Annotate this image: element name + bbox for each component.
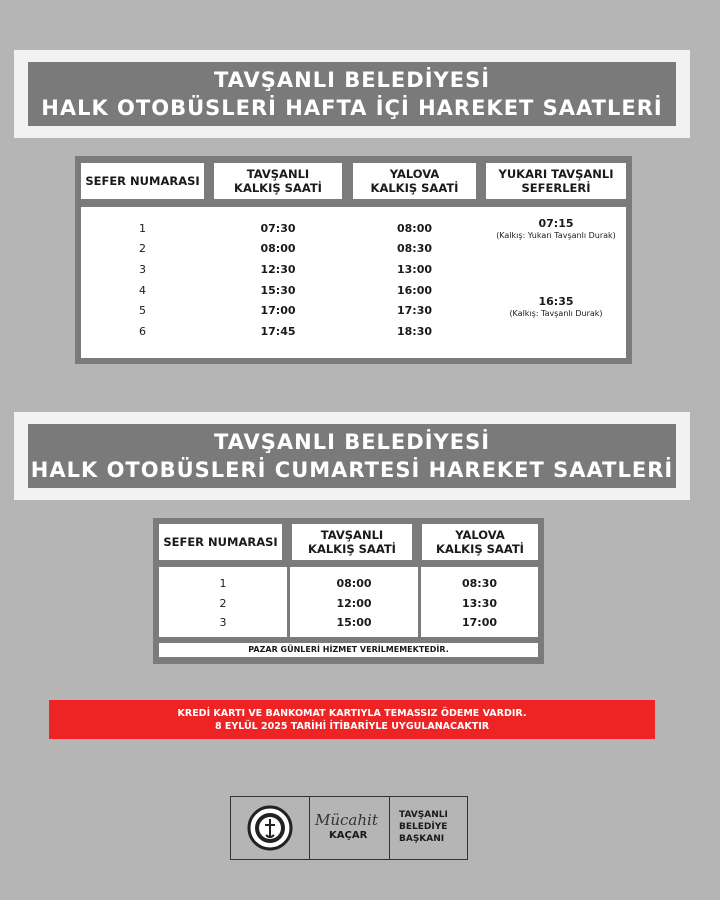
weekday-title-line2: HALK OTOBÜSLERİ HAFTA İÇİ HAREKET SAATLERİ: [41, 96, 663, 120]
tavsanli-time: 17:00: [260, 304, 296, 317]
mayor-surname: KAÇAR: [329, 830, 368, 841]
tavsanli-time: 17:45: [260, 325, 296, 338]
saturday-header-yalova: YALOVA KALKIŞ SAATİ: [422, 524, 538, 560]
sefer-number: 6: [139, 325, 146, 338]
yukari-time-1: 07:15: [538, 217, 574, 230]
signature-divider: [389, 797, 390, 859]
yalova-time: 16:00: [396, 284, 432, 297]
tavsanli-time: 15:00: [336, 616, 372, 629]
yalova-time: 08:30: [396, 242, 432, 255]
signature-divider: [309, 797, 310, 859]
payment-notice-banner: [49, 700, 655, 739]
saturday-title-line1: TAVŞANLI BELEDİYESİ: [213, 430, 491, 454]
mayor-title: [399, 809, 448, 845]
weekday-schedule-table: [75, 156, 632, 364]
tavsanli-time: 07:30: [260, 222, 296, 235]
sefer-number: 5: [139, 304, 146, 317]
yalova-time: 13:30: [461, 597, 497, 610]
mayor-title-line: BELEDİYE: [399, 822, 448, 832]
payment-notice-line1: KREDİ KARTI VE BANKOMAT KARTIYLA TEMASSIZ ÖDEME VARDIR.: [177, 707, 527, 719]
mayor-title-line: TAVŞANLI: [399, 810, 448, 820]
tavsanli-time: 12:00: [336, 597, 372, 610]
yalova-time: 17:00: [461, 616, 497, 629]
yukari-note-2: (Kalkış: Tavşanlı Durak): [509, 309, 603, 318]
sefer-number: 4: [139, 284, 146, 297]
weekday-header-sefer: SEFER NUMARASI: [81, 163, 204, 199]
weekday-header-tavsanli: TAVŞANLI KALKIŞ SAATİ: [214, 163, 342, 199]
yukari-note-1: (Kalkış: Yukarı Tavşanlı Durak): [496, 231, 616, 240]
saturday-header-sefer: SEFER NUMARASI: [159, 524, 282, 560]
weekday-title-box: [28, 62, 676, 126]
mayor-signature-block: [230, 796, 468, 860]
saturday-title-box: [28, 424, 676, 488]
weekday-table-body: [81, 207, 626, 358]
tavsanli-time: 12:30: [260, 263, 296, 276]
yalova-time: 13:00: [396, 263, 432, 276]
mayor-signature-script: Mücahit: [315, 811, 378, 829]
sefer-number: 3: [139, 263, 146, 276]
payment-notice-line2: 8 EYLÜL 2025 TARİHİ İTİBARİYLE UYGULANACAKTIR: [214, 720, 490, 732]
tavsanli-time: 08:00: [260, 242, 296, 255]
yalova-time: 08:30: [461, 577, 497, 590]
yukari-time-2: 16:35: [538, 295, 574, 308]
sefer-number: 1: [139, 222, 146, 235]
weekday-header-yukari: YUKARI TAVŞANLI SEFERLERİ: [486, 163, 626, 199]
municipality-seal-logo: [247, 805, 293, 851]
yalova-time: 18:30: [396, 325, 432, 338]
saturday-table-body: [159, 567, 538, 637]
weekday-header-yalova: YALOVA KALKIŞ SAATİ: [353, 163, 476, 199]
weekday-title-banner: [14, 50, 690, 138]
yalova-time: 08:00: [396, 222, 432, 235]
sefer-number: 2: [139, 242, 146, 255]
sunday-notice: PAZAR GÜNLERİ HİZMET VERİLMEMEKTEDİR.: [159, 643, 538, 657]
sefer-number: 2: [219, 597, 227, 610]
saturday-title-banner: [14, 412, 690, 500]
mayor-title-line: BAŞKANI: [399, 834, 445, 844]
tavsanli-time: 15:30: [260, 284, 296, 297]
saturday-header-tavsanli: TAVŞANLI KALKIŞ SAATİ: [292, 524, 412, 560]
saturday-schedule-table: [153, 518, 544, 664]
saturday-title-line2: HALK OTOBÜSLERİ CUMARTESİ HAREKET SAATLERİ: [30, 458, 674, 482]
sefer-number: 1: [219, 577, 227, 590]
yalova-time: 17:30: [396, 304, 432, 317]
sefer-number: 3: [219, 616, 227, 629]
weekday-title-line1: TAVŞANLI BELEDİYESİ: [213, 68, 491, 92]
tavsanli-time: 08:00: [336, 577, 372, 590]
